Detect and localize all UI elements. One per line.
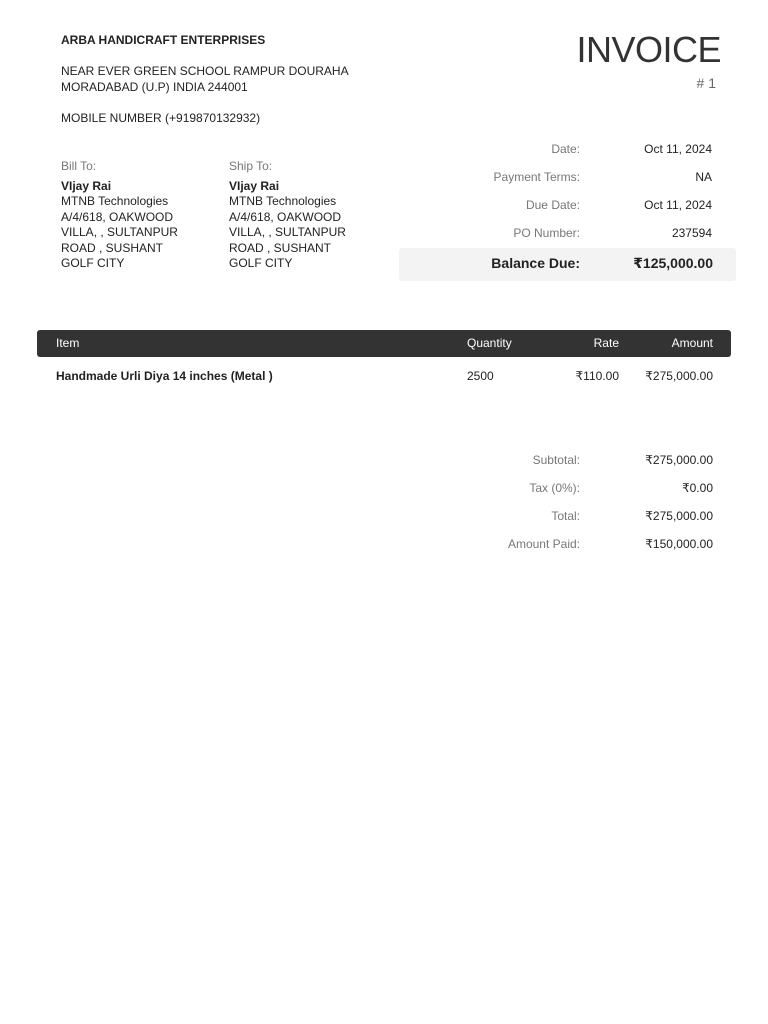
ship-to-name: VIjay Rai [229, 179, 280, 193]
items-table-header [37, 330, 731, 357]
column-header-quantity: Quantity [467, 336, 512, 350]
bill-to-line: VILLA, , SULTANPUR [61, 225, 178, 239]
tax-value: ₹0.00 [682, 481, 713, 495]
payment-terms-label: Payment Terms: [493, 170, 580, 184]
total-value: ₹275,000.00 [645, 509, 713, 523]
company-name: ARBA HANDICRAFT ENTERPRISES [61, 33, 266, 47]
po-number-value: 237594 [671, 226, 712, 240]
total-label: Total: [551, 509, 580, 523]
amount-paid-value: ₹150,000.00 [645, 537, 713, 551]
ship-to-line: ROAD , SUSHANT [229, 241, 332, 255]
balance-due-label: Balance Due: [491, 255, 580, 271]
ship-to-label: Ship To: [229, 159, 273, 173]
row-quantity: 2500 [467, 369, 494, 383]
bill-to-line: ROAD , SUSHANT [61, 241, 164, 255]
ship-to-line: MTNB Technologies [229, 194, 337, 208]
bill-to-line: GOLF CITY [61, 256, 125, 270]
date-label: Date: [551, 142, 580, 156]
po-number-label: PO Number: [513, 226, 580, 240]
company-address-line-1: NEAR EVER GREEN SCHOOL RAMPUR DOURAHA [61, 64, 349, 78]
ship-to-line: GOLF CITY [229, 256, 293, 270]
company-mobile: MOBILE NUMBER (+919870132932) [61, 111, 261, 125]
due-date-value: Oct 11, 2024 [644, 198, 712, 212]
subtotal-label: Subtotal: [532, 453, 580, 467]
invoice-number: # 1 [696, 75, 716, 91]
company-address-line-2: MORADABAD (U.P) INDIA 244001 [61, 80, 248, 94]
row-rate: ₹110.00 [575, 369, 619, 383]
bill-to-line: A/4/618, OAKWOOD [61, 210, 174, 224]
subtotal-value: ₹275,000.00 [645, 453, 713, 467]
amount-paid-label: Amount Paid: [507, 537, 580, 551]
bill-to-name: VIjay Rai [61, 179, 112, 193]
ship-to-line: A/4/618, OAKWOOD [229, 210, 342, 224]
invoice-title: INVOICE [576, 29, 721, 70]
ship-to-line: VILLA, , SULTANPUR [229, 225, 346, 239]
payment-terms-value: NA [695, 170, 712, 184]
bill-to-line: MTNB Technologies [61, 194, 169, 208]
bill-to-label: Bill To: [61, 159, 97, 173]
row-item-name: Handmade Urli Diya 14 inches (Metal ) [56, 369, 273, 383]
date-value: Oct 11, 2024 [644, 142, 712, 156]
due-date-label: Due Date: [525, 198, 580, 212]
tax-label: Tax (0%): [529, 481, 580, 495]
column-header-item: Item [56, 336, 80, 350]
column-header-amount: Amount [671, 336, 713, 350]
column-header-rate: Rate [593, 336, 619, 350]
row-amount: ₹275,000.00 [645, 369, 713, 383]
balance-due-value: ₹125,000.00 [633, 255, 713, 271]
